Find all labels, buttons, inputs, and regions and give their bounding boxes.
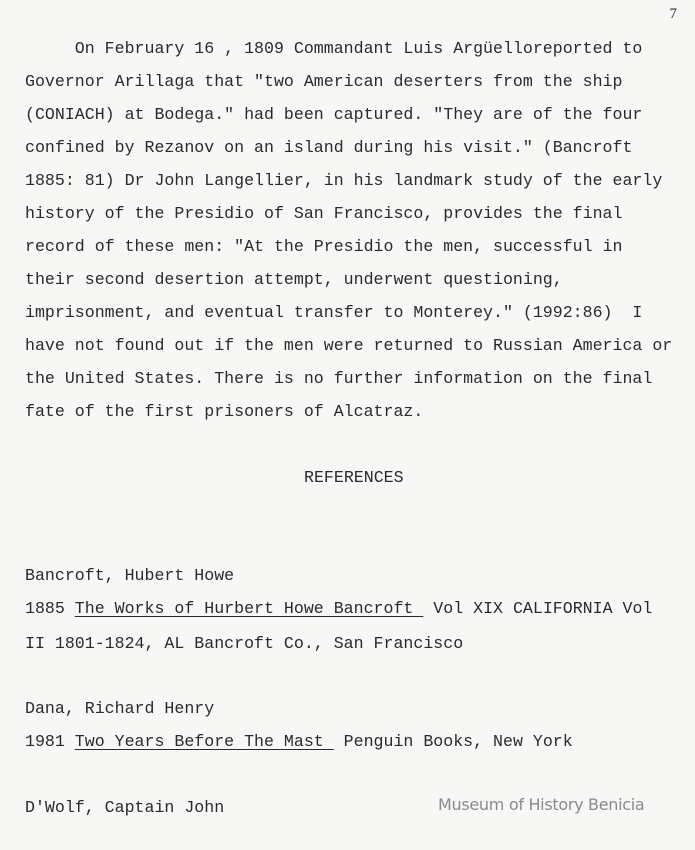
- reference-year: 1981: [25, 732, 75, 751]
- page-number: 7: [669, 6, 677, 22]
- reference-author: D'Wolf, Captain John: [25, 798, 225, 817]
- text-line: have not found out if the men were returned to Russian America or: [25, 336, 673, 355]
- text-line: record of these men: "At the Presidio the men, successful in: [25, 237, 623, 256]
- text-line: (CONIACH) at Bodega." had been captured. "They are of the four: [25, 105, 643, 124]
- reference-citation: [25, 599, 652, 619]
- reference-author: Bancroft, Hubert Howe: [25, 566, 235, 585]
- reference-title: The Works of Hurbert Howe Bancroft: [74, 599, 424, 618]
- text-line: history of the Presidio of San Francisco, provides the final: [25, 204, 623, 223]
- text-line: confined by Rezanov on an island during his visit." (Bancroft: [25, 138, 633, 157]
- text-line: 1885: 81) Dr John Langellier, in his landmark study of the early: [25, 171, 663, 190]
- reference-details-continued: II 1801-1824, AL Bancroft Co., San Francisco: [25, 634, 464, 653]
- watermark: Museum of History Benicia: [438, 795, 645, 814]
- reference-citation: [25, 732, 573, 752]
- text-line: imprisonment, and eventual transfer to Monterey." (1992:86) I: [25, 303, 643, 322]
- reference-details: Vol XIX CALIFORNIA Vol: [423, 599, 653, 618]
- text-line: fate of the first prisoners of Alcatraz.: [25, 402, 424, 421]
- text-line: Governor Arillaga that "two American deserters from the ship: [25, 72, 623, 91]
- text-line: their second desertion attempt, underwent questioning,: [25, 270, 563, 289]
- reference-year: 1885: [25, 599, 75, 618]
- reference-details: Penguin Books, New York: [333, 732, 573, 751]
- reference-title: Two Years Before The Mast: [74, 732, 334, 751]
- text-line: the United States. There is no further information on the final: [25, 369, 653, 388]
- text-line: On February 16 , 1809 Commandant Luis Argüelloreported to: [25, 39, 643, 58]
- reference-author: Dana, Richard Henry: [25, 699, 215, 718]
- references-heading: REFERENCES: [304, 468, 404, 487]
